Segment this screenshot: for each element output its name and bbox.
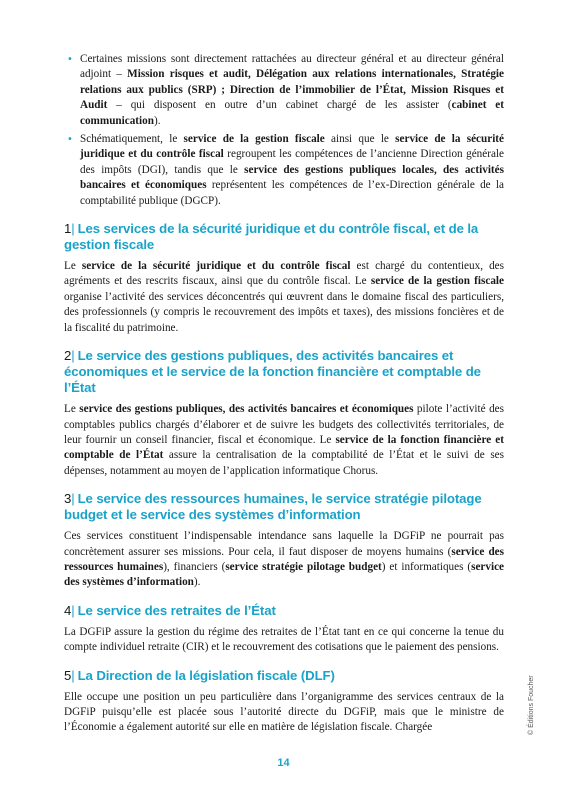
bold-text: service des gestions publiques locales, des activités bancaires et économiques <box>80 163 504 192</box>
bullet-item-2 <box>64 132 504 209</box>
text-run: pilote l’activité des comptables publics chargés d’élaborer et de suivre les budgets des collectivités territoriales, de leur fournir un conseil financier, fiscal et économique. Le <box>64 403 504 446</box>
section-paragraph <box>64 529 504 591</box>
divider-bar: | <box>71 348 75 364</box>
section-heading <box>64 348 504 396</box>
text-run: Schématiquement, le <box>80 133 184 146</box>
text-run: ). <box>193 576 201 589</box>
section-title: La Direction de la législation fiscale (DLF) <box>77 667 335 683</box>
copyright-notice: © Éditions Foucher <box>528 675 535 735</box>
text-run: Le <box>64 403 80 416</box>
bullet-icon: • <box>67 134 73 146</box>
text-run: Certaines missions sont directement rattachées au directeur général et au directeur général adjoint – <box>80 53 504 81</box>
bold-text: service de la sécurité juridique et du contrôle fiscal <box>81 260 351 273</box>
text-run: La DGFiP assure la gestion du régime des retraites de l’État tant en ce qui concerne la tenue du compte individuel retraite (CIR) et le recouvrement des cotisations que le paiement des pensions. <box>64 625 504 654</box>
bold-text: service de la gestion fiscale <box>183 133 325 146</box>
bullet-text <box>80 53 504 127</box>
section-title: Le service des retraites de l’État <box>77 602 276 618</box>
section-heading <box>64 603 504 619</box>
bold-text: service de la gestion fiscale <box>370 275 504 288</box>
bullet-icon: • <box>67 54 73 65</box>
bold-text: service des ressources humaines <box>64 545 504 573</box>
text-run: Elle occupe une position un peu particulière dans l’organigramme des services centraux de la DGFiP puisqu’elle est placée sous l’autorité directe du DGFiP, mais que le ministre de l’Économie a également autorité sur elle en matière de législation fiscale. Chargée <box>64 690 504 734</box>
bold-text: service stratégie pilotage budget <box>225 560 382 573</box>
divider-bar: | <box>71 491 75 507</box>
text-run: ) et informatiques ( <box>381 560 472 573</box>
text-run: organise l’activité des services déconcentrés qui œuvrent dans le domaine fiscal des particuliers, des professionnels (y compris le recouvrement des impôts et taxes), des missions foncières et de la fiscalité du patrimoine. <box>64 290 504 334</box>
text-run: est chargé du contentieux, des agréments et des rescrits fiscaux, ainsi que du contrôle fiscal. Le <box>64 260 504 288</box>
section-paragraph <box>64 625 504 656</box>
section-number: 4 <box>64 602 72 618</box>
section-paragraph <box>64 402 504 479</box>
section-number: 1 <box>64 221 72 237</box>
section-title: Les services de la sécurité juridique et du contrôle fiscal, et de la gestion fiscale <box>64 221 479 253</box>
bold-text: service des systèmes d’information <box>64 560 505 589</box>
bullet-item-1 <box>64 52 504 129</box>
text-run: Le <box>64 260 82 273</box>
text-run: assure la centralisation de la comptabilité de l’État et le suivi de ses dépenses, notamment au moyen de l’application informatique Chorus. <box>64 449 504 477</box>
section-heading <box>64 221 504 253</box>
section-title: Le service des ressources humaines, le service stratégie pilotage budget et le service des systèmes d’information <box>64 491 482 523</box>
text-run: ). <box>153 114 161 127</box>
text-run: ), financiers ( <box>163 560 226 573</box>
page-content <box>64 52 504 736</box>
section-heading <box>64 491 504 523</box>
page-number: 14 <box>277 757 290 769</box>
section-heading <box>64 668 504 684</box>
section-number: 2 <box>64 348 72 364</box>
section-number: 3 <box>64 491 72 507</box>
section-3 <box>64 491 504 591</box>
bullet-list <box>64 52 504 209</box>
bold-text: service des gestions publiques, des activités bancaires et économiques <box>79 403 414 416</box>
section-5 <box>64 668 504 736</box>
bold-text: Mission risques et audit, Délégation aux relations internationales, Stratégie relations aux publics (SRP) ; Direction de l’immobilier de l’État, Mission Risques et Audit <box>80 68 504 112</box>
section-paragraph <box>64 259 504 336</box>
section-2 <box>64 348 504 479</box>
divider-bar: | <box>71 602 75 618</box>
bold-text: cabinet et communication <box>80 99 504 127</box>
section-4 <box>64 603 504 656</box>
text-run: regroupent les compétences de l’ancienne Direction générale des impôts (DGI), tandis que le <box>80 148 504 176</box>
section-title: Le service des gestions publiques, des activités bancaires et économiques et le service de la fonction financière et comptable de l’État <box>64 348 481 396</box>
text-run: ainsi que le <box>324 133 396 146</box>
text-run: Ces services constituent l’indispensable intendance sans laquelle la DGFiP ne pourrait pas concrètement assurer ses missions. Pour cela, il faut disposer de moyens humains ( <box>64 530 504 558</box>
divider-bar: | <box>71 221 75 237</box>
bold-text: service de la sécurité juridique et du contrôle fiscal <box>80 133 504 161</box>
text-run: – qui disposent en outre d’un cabinet chargé de les assister ( <box>107 99 452 112</box>
text-run: représentent les compétences de l’ex-Direction générale de la comptabilité publique (DGCP). <box>80 179 504 207</box>
section-paragraph <box>64 690 504 736</box>
bold-text: service de la fonction financière et comptable de l’État <box>64 433 504 462</box>
section-1 <box>64 221 504 336</box>
divider-bar: | <box>71 667 75 683</box>
bullet-text <box>80 133 504 207</box>
section-number: 5 <box>64 667 72 683</box>
